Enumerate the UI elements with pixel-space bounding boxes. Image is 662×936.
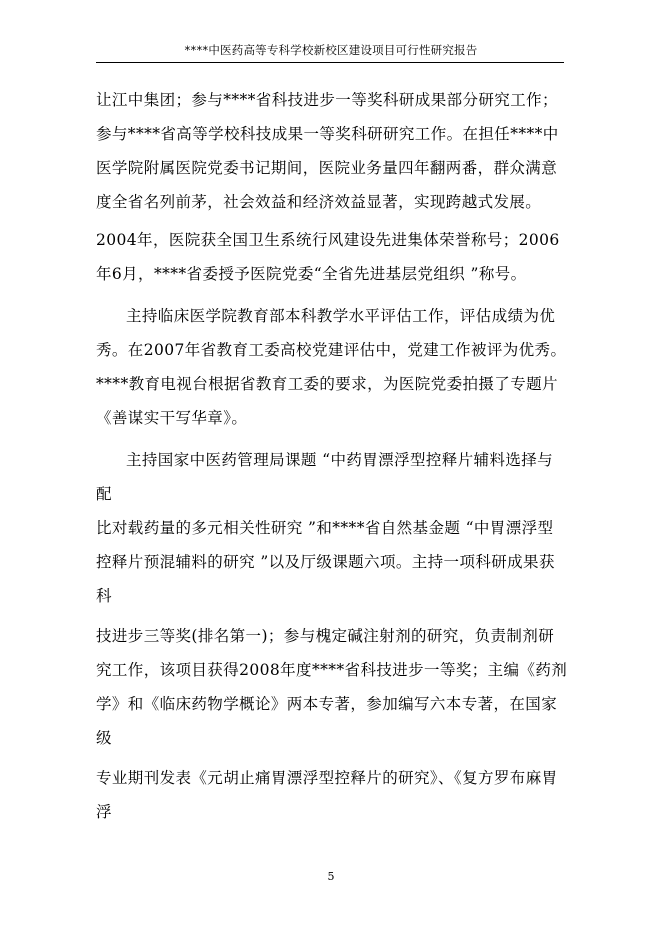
- paragraph-2-line-3: ****教育电视台根据省教育工委的要求，为医院党委拍摄了专题片: [96, 375, 558, 393]
- page-number: 5: [327, 870, 335, 883]
- body-line-5: 2004年，医院获全国卫生系统行风建设先进集体荣誉称号；2006: [96, 231, 560, 249]
- paragraph-2-line-2: 秀。在2007年省教育工委高校党建评估中，党建工作被评为优秀。: [96, 341, 567, 359]
- paragraph-3-line-1: 主持国家中医药管理局课题 “中药胃漂浮型控释片辅料选择与: [126, 451, 554, 469]
- paragraph-3-line-9: 级: [96, 729, 112, 747]
- body-line-1: 让江中集团；参与****省科技进步一等奖科研成果部分研究工作；: [96, 91, 558, 109]
- body-line-2: 参与****省高等学校科技成果一等奖科研研究工作。在担任****中: [96, 125, 559, 143]
- page-header: ****中医药高等专科学校新校区建设项目可行性研究报告: [184, 43, 478, 57]
- paragraph-3-line-3: 比对载药量的多元相关性研究 ”和****省自然基金题 “中胃漂浮型: [96, 519, 554, 537]
- paragraph-2-line-4: 《善谋实干写华章》。: [96, 409, 248, 427]
- paragraph-3-line-10: 专业期刊发表《元胡止痛胃漂浮型控释片的研究》、《复方罗布麻胃: [96, 769, 558, 787]
- body-line-3: 医学院附属医院党委书记期间，医院业务量四年翻两番，群众满意: [96, 159, 558, 177]
- paragraph-3-line-4: 控释片预混辅料的研究 ”以及厅级课题六项。主持一项科研成果获: [96, 553, 555, 571]
- paragraph-3-line-6: 技进步三等奖(排名第一)；参与槐定碱注射剂的研究，负责制剂研: [96, 627, 555, 645]
- paragraph-3-line-11: 浮: [96, 803, 112, 821]
- body-line-6: 年6月，****省委授予医院党委“全省先进基层党组织 ”称号。: [96, 265, 527, 283]
- paragraph-2-line-1: 主持临床医学院教育部本科教学水平评估工作，评估成绩为优: [126, 307, 556, 325]
- paragraph-3-line-7: 究工作，该项目获得2008年度****省科技进步一等奖；主编《药剂: [96, 661, 568, 679]
- paragraph-3-line-5: 科: [96, 587, 112, 605]
- header-rule: [96, 62, 564, 63]
- paragraph-3-line-8: 学》和《临床药物学概论》两本专著，参加编写六本专著，在国家: [96, 695, 558, 713]
- body-line-4: 度全省名列前茅，社会效益和经济效益显著，实现跨越式发展。: [96, 193, 542, 211]
- paragraph-3-line-2: 配: [96, 485, 112, 503]
